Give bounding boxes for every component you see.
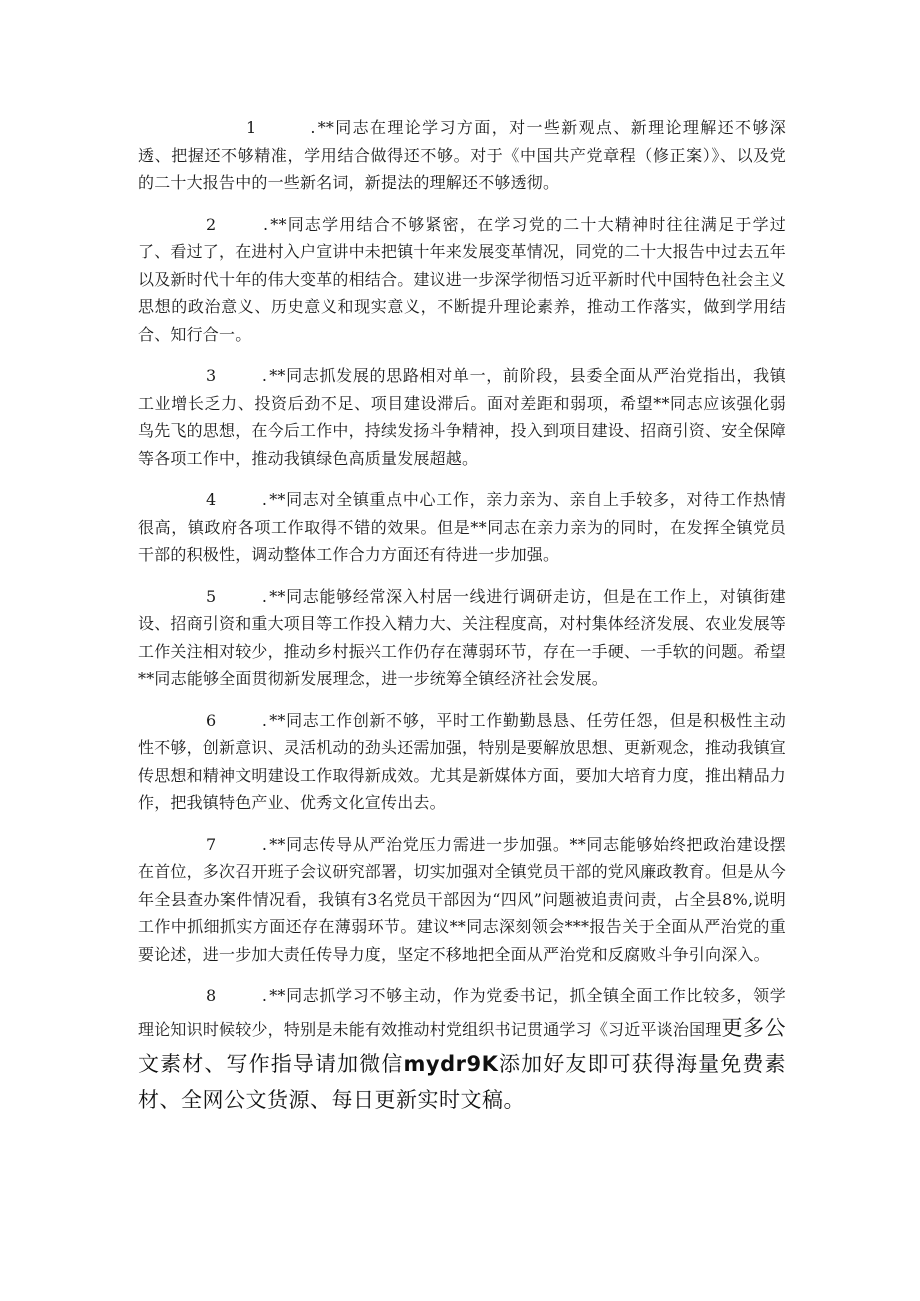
paragraph-separator: . bbox=[261, 834, 268, 854]
paragraph-separator: . bbox=[263, 214, 269, 234]
paragraph-text: **同志抓学习不够主动，作为党委书记，抓全镇全面工作比较多，领学理论知识时候较少，特别是未能有效推动村党组织书记贯通学习《习近平谈治国理 bbox=[138, 986, 786, 1039]
document-body bbox=[138, 114, 786, 1118]
paragraph-separator: . bbox=[261, 490, 268, 509]
paragraph-4 bbox=[138, 486, 786, 569]
paragraph-7 bbox=[138, 831, 786, 969]
paragraph-separator: . bbox=[261, 710, 268, 730]
paragraph-text: **同志能够经常深入村居一线进行调研走访，但是在工作上，对镇街建设、招商引资和重大项目等工作投入精力大、关注程度高，对村集体经济发展、农业发展等工作关注相对较少，推动乡村振兴工作仍存在薄弱环节，存在一手硬、一手软的问题。希望**同志能够全面贯彻新发展理念，进一步统筹全镇经济社会发展。 bbox=[138, 586, 787, 688]
paragraph-text: **同志对全镇重点中心工作，亲力亲为、亲自上手较多，对待工作热情很高，镇政府各项工作取得不错的效果。但是**同志在亲力亲为的同时，在发挥全镇党员干部的积极性，调动整体工作合力方面还有待进一步加强。 bbox=[138, 490, 786, 564]
paragraph-number: 3 bbox=[206, 366, 217, 385]
paragraph-text: **同志工作创新不够，平时工作勤勤恳恳、任劳任怨，但是积极性主动性不够，创新意识、灵活机动的劲头还需加强，特别是要解放思想、更新观念，推动我镇宣传思想和精神文明建设工作取得新成效。尤其是新媒体方面，要加大培育力度，推出精品力作，把我镇特色产业、优秀文化宣传出去。 bbox=[138, 710, 787, 812]
paragraph-8 bbox=[138, 982, 786, 1118]
paragraph-number: 4 bbox=[206, 490, 217, 509]
paragraph-text: **同志传导从严治党压力需进一步加强。**同志能够始终把政治建设摆在首位，多次召开班子会议研究部署，切实加强对全镇党员干部的党风廉政教育。但是从今年全县查办案件情况看，我镇有3名党员干部因为“四风”问题被追责问责，占全县8%,说明工作中抓细抓实方面还存在薄弱环节。建议**同志深刻领会***报告关于全面从严治党的重要论述，进一步加大责任传导力度，坚定不移地把全面从严治党和反腐败斗争引向深入。 bbox=[138, 834, 787, 964]
paragraph-6 bbox=[138, 707, 786, 817]
paragraph-text: **同志学用结合不够紧密，在学习党的二十大精神时往往满足于学过了、看过了，在进村入户宣讲中未把镇十年来发展变革情况，同党的二十大报告中过去五年以及新时代十年的伟大变革的相结合。建议进一步深学彻悟习近平新时代中国特色社会主义思想的政治意义、历史意义和现实意义，不断提升理论素养，推动工作落实，做到学用结合、知行合一。 bbox=[138, 214, 787, 344]
paragraph-number: 6 bbox=[206, 710, 217, 730]
paragraph-separator: . bbox=[261, 586, 268, 606]
paragraph-separator: . bbox=[310, 118, 316, 137]
paragraph-separator: . bbox=[261, 986, 268, 1005]
paragraph-number: 1 bbox=[246, 118, 257, 137]
paragraph-3 bbox=[138, 362, 786, 472]
paragraph-1 bbox=[138, 114, 786, 197]
paragraph-number: 2 bbox=[206, 214, 217, 234]
paragraph-number: 5 bbox=[206, 586, 217, 606]
wechat-id: mydr9K bbox=[403, 1051, 499, 1076]
paragraph-number: 8 bbox=[206, 986, 217, 1005]
paragraph-text: **同志抓发展的思路相对单一，前阶段，县委全面从严治党指出，我镇工业增长乏力、投资后劲不足、项目建设滞后。面对差距和弱项，希望**同志应该强化弱鸟先飞的思想，在今后工作中，持续发扬斗争精神，投入到项目建设、招商引资、安全保障等各项工作中，推动我镇绿色高质量发展超越。 bbox=[138, 366, 787, 468]
promo-text-after: 添加好友即可获得海量免费素材、全网公文货源、每日更新实时文稿。 bbox=[138, 1051, 787, 1112]
promo-text-before: 更多公文素材、写作指导请加微信 bbox=[138, 1015, 786, 1076]
paragraph-text: **同志在理论学习方面，对一些新观点、新理论理解还不够深透、把握还不够精准，学用结合做得还不够。对于《中国共产党章程（修正案）》、以及党的二十大报告中的一些新名词，新提法的理解还不够透彻。 bbox=[138, 118, 786, 192]
paragraph-number: 7 bbox=[206, 834, 217, 854]
paragraph-5 bbox=[138, 583, 786, 693]
paragraph-2 bbox=[138, 211, 786, 349]
paragraph-separator: . bbox=[261, 366, 268, 385]
